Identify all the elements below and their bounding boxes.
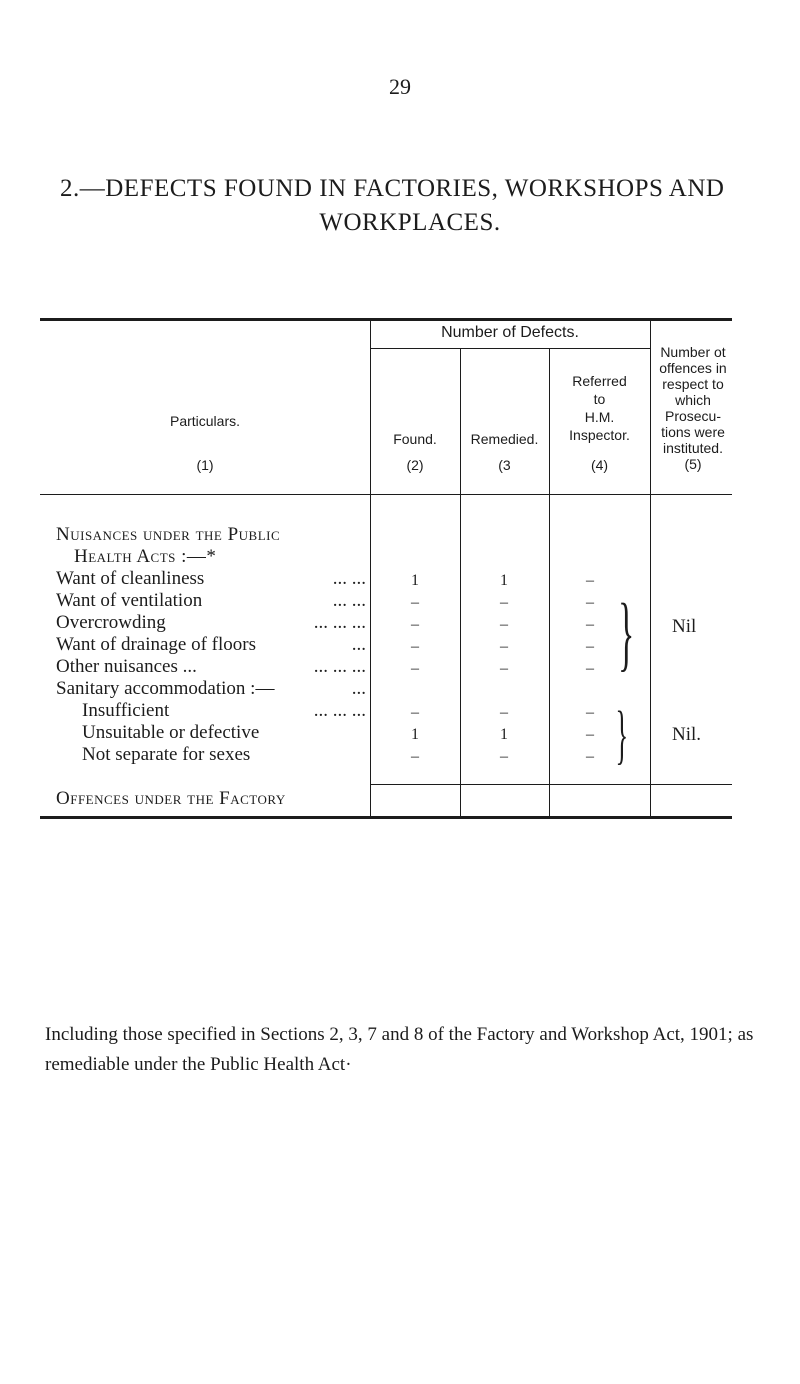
cell-referred: – [586,704,594,721]
header-referred-line-2: to [593,391,606,407]
cell-remedied: – [500,748,508,765]
cell-found: – [411,748,419,765]
row-label: Insufficient [82,700,170,721]
header-found-num: (2) [406,457,424,473]
cell-referred: – [586,572,594,589]
header-found: Found. [393,431,437,447]
table-row [82,744,366,766]
header-particulars: Particulars. [169,413,241,429]
header-offences-line-1: Number ot [660,344,726,360]
table-bottom-rule [40,816,732,819]
row-label: Want of drainage of floors [56,634,257,655]
row-label: Sanitary accommodation :— [56,678,275,699]
brace-icon: } [618,587,635,680]
header-referred-num: (4) [590,457,609,473]
row-dots: ... [351,634,366,655]
header-offences-num: (5) [684,456,702,472]
table-row [56,678,366,700]
table-row [56,612,366,634]
header-referred-line-4: Inspector. [569,427,630,443]
row-label: Unsuitable or defective [82,722,260,743]
row-dots: ... [351,678,366,699]
cell-remedied: – [500,638,508,655]
cell-referred: – [586,748,594,765]
header-remedied: Remedied. [470,431,539,447]
total-top-rule [370,784,732,785]
header-offences-line-2: offences in [659,360,727,376]
section-heading-nuisances-2: Health Acts :—* [74,546,217,567]
row-label: Other nuisances ... [56,656,197,677]
row-dots: ... ... [332,568,366,589]
brace-icon: } [615,698,629,771]
cell-remedied: – [500,660,508,677]
header-bottom-rule [40,494,732,495]
header-offences-line-3: respect to [662,376,724,392]
cell-found: – [411,638,419,655]
cell-remedied: – [500,594,508,611]
column-divider-1 [370,320,371,816]
header-offences-line-7: instituted. [663,440,723,456]
cell-remedied: 1 [500,726,508,743]
table-row [82,722,366,744]
header-offences [650,344,736,472]
section-heading-offences-1: Offences under the Factory [56,788,286,809]
header-group-rule [370,348,650,349]
footnote: Including those specified in Sections 2, 3, 7 and 8 of the Factory and Workshop Act, 1901; as remediable under the Public Health Act· [45,1024,754,1075]
page-title [60,172,760,240]
row-dots: ... ... ... [313,656,366,677]
cell-referred: – [586,616,594,633]
row-dots: ... ... ... [313,700,366,721]
table-row [56,590,366,612]
cell-found: 1 [411,572,419,589]
header-remedied-num: (3 [498,457,511,473]
cell-found: 1 [411,726,419,743]
header-offences-line-5: Prosecu- [664,408,722,424]
cell-referred: – [586,594,594,611]
cell-referred: – [586,638,594,655]
cell-remedied: 1 [500,572,508,589]
cell-found: – [411,660,419,677]
header-referred-line-3: H.M. [584,409,615,425]
table-row [56,656,366,678]
header-particulars-num: (1) [196,457,214,473]
row-label: Overcrowding [56,612,166,633]
cell-referred: – [586,660,594,677]
row-label: Not separate for sexes [82,744,251,765]
row-label: Want of ventilation [56,590,203,611]
header-offences-line-6: tions were [661,424,725,440]
cell-remedied: – [500,704,508,721]
nil-sanitary: Nil. [672,724,702,745]
row-dots: ... ... [332,590,366,611]
header-offences-line-4: which [675,392,711,408]
cell-found: – [411,704,419,721]
cell-referred: – [586,726,594,743]
header-referred-line-1: Referred [572,373,627,389]
title-line-2: WORKPLACES. [319,209,501,236]
page-number: 29 [389,74,411,99]
table-row [56,634,366,656]
column-divider-2 [460,348,461,816]
cell-found: – [411,616,419,633]
section-heading-nuisances-1: Nuisances under the Public [56,524,281,545]
row-dots: ... ... ... [313,612,366,633]
nil-nuisances: Nil [672,616,697,637]
cell-remedied: – [500,616,508,633]
table-top-rule [40,318,732,321]
header-number-of-defects: Number of Defects. [441,324,579,341]
title-line-1: 2.—DEFECTS FOUND IN FACTORIES, WORKSHOPS AND [60,175,725,202]
header-referred [549,372,650,444]
cell-found: – [411,594,419,611]
table-row [56,568,366,590]
table-row [82,700,366,722]
row-label: Want of cleanliness [56,568,205,589]
